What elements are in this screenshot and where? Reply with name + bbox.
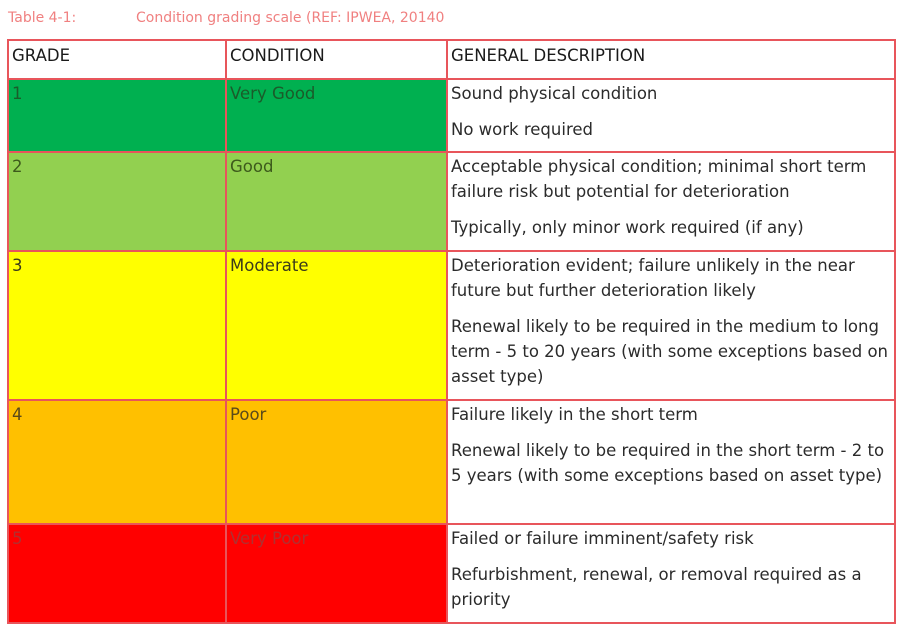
condition-value: Very Poor <box>230 529 309 548</box>
grade-cell <box>8 152 226 251</box>
description-cell <box>447 79 895 152</box>
description-text: Sound physical condition <box>451 84 658 103</box>
caption-title: Condition grading scale (REF: IPWEA, 20140 <box>136 10 445 26</box>
description-text: Renewal likely to be required in the medium to long term - 5 to 20 years (with some exceptions based on asset type) <box>451 317 889 386</box>
condition-cell <box>226 251 447 400</box>
description-text: Typically, only minor work required (if any) <box>451 218 804 237</box>
table-row <box>8 79 895 152</box>
grade-value: 5 <box>12 529 23 548</box>
header-condition: CONDITION <box>226 40 447 79</box>
header-description: GENERAL DESCRIPTION <box>447 40 895 79</box>
table-row <box>8 400 895 524</box>
grade-cell <box>8 79 226 152</box>
description-text: No work required <box>451 120 593 139</box>
description-text: Refurbishment, renewal, or removal required as a priority <box>451 565 862 609</box>
grade-cell <box>8 400 226 524</box>
condition-cell <box>226 400 447 524</box>
table-caption <box>8 10 445 26</box>
condition-cell <box>226 152 447 251</box>
condition-cell <box>226 524 447 623</box>
condition-cell <box>226 79 447 152</box>
grade-value: 1 <box>12 84 23 103</box>
table-row <box>8 152 895 251</box>
condition-value: Poor <box>230 405 267 424</box>
condition-grading-table <box>7 39 896 624</box>
condition-value: Moderate <box>230 256 309 275</box>
condition-value: Good <box>230 157 274 176</box>
description-text: Renewal likely to be required in the short term - 2 to 5 years (with some exceptions based on asset type) <box>451 441 885 485</box>
condition-value: Very Good <box>230 84 316 103</box>
description-text: Failure likely in the short term <box>451 405 698 424</box>
description-text: Deterioration evident; failure unlikely in the near future but further deterioration likely <box>451 256 855 300</box>
caption-label: Table 4-1: <box>8 10 77 26</box>
header-grade: GRADE <box>8 40 226 79</box>
description-cell <box>447 524 895 623</box>
grade-value: 3 <box>12 256 23 275</box>
description-cell <box>447 251 895 400</box>
table-header-row <box>8 40 895 79</box>
description-text: Acceptable physical condition; minimal short term failure risk but potential for deterioration <box>451 157 867 201</box>
grade-cell <box>8 251 226 400</box>
grade-value: 4 <box>12 405 23 424</box>
table-row <box>8 251 895 400</box>
description-text: Failed or failure imminent/safety risk <box>451 529 754 548</box>
table-row <box>8 524 895 623</box>
grade-cell <box>8 524 226 623</box>
description-cell <box>447 152 895 251</box>
grade-value: 2 <box>12 157 23 176</box>
description-cell <box>447 400 895 524</box>
